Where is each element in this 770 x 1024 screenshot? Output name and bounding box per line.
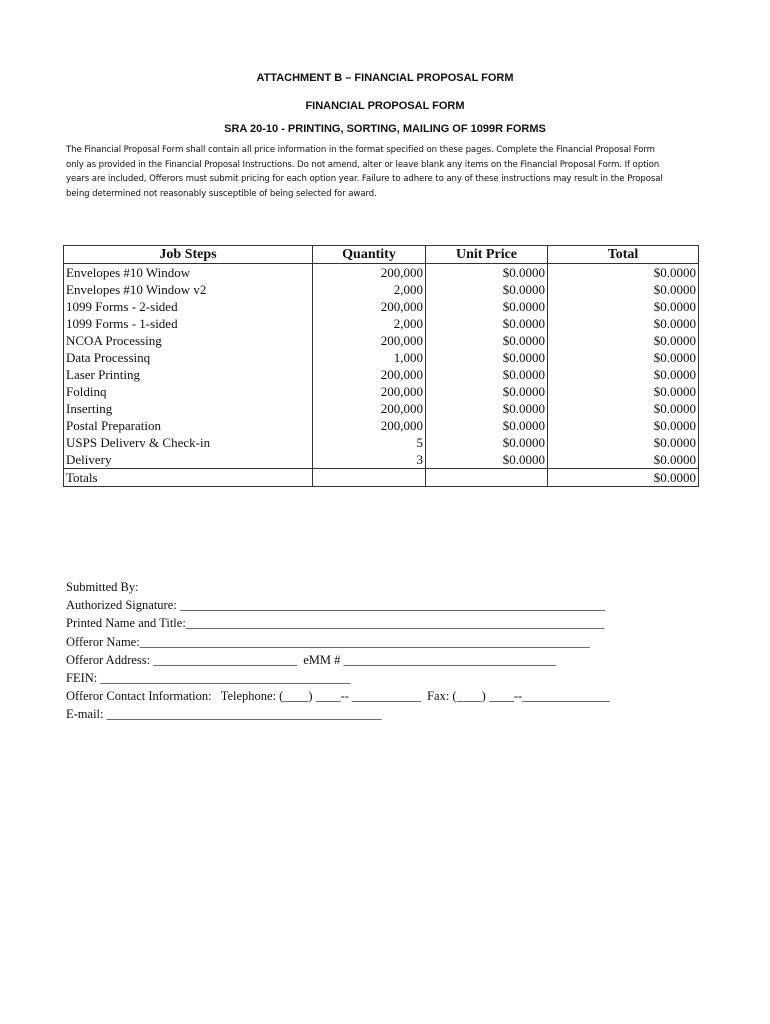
unit-price-cell[interactable]: $0.0000 xyxy=(426,383,548,400)
job-step-cell: Inserting xyxy=(64,400,313,417)
fein-field[interactable]: FEIN: ________________________________________ xyxy=(66,671,351,686)
total-cell[interactable]: $0.0000 xyxy=(548,315,699,332)
total-cell[interactable]: $0.0000 xyxy=(548,332,699,349)
unit-price-cell[interactable]: $0.0000 xyxy=(426,434,548,451)
quantity-cell[interactable]: 5 xyxy=(313,434,426,451)
job-step-cell: Foldinq xyxy=(64,383,313,400)
quantity-cell[interactable]: 3 xyxy=(313,451,426,469)
table-body xyxy=(64,264,699,487)
unit-price-cell[interactable]: $0.0000 xyxy=(426,366,548,383)
attachment-title: ATTACHMENT B – FINANCIAL PROPOSAL FORM xyxy=(256,72,514,84)
printed-name-field[interactable]: Printed Name and Title:___________________________________________________________________ xyxy=(66,616,605,631)
table-row xyxy=(64,298,699,315)
job-step-cell: Envelopes #10 Window v2 xyxy=(64,281,313,298)
quantity-cell[interactable]: 1,000 xyxy=(313,349,426,366)
signature-block xyxy=(66,578,610,724)
contact-information-field[interactable]: Offeror Contact Information: Telephone: (____) ____-- ___________ Fax: (____) ____--______________ xyxy=(66,689,610,704)
table-row xyxy=(64,434,699,451)
instructions-line: years are included, Offerors must submit pricing for each option year. Failure to adhere to any of these instructions may result in the Proposal xyxy=(66,174,663,185)
quantity-cell[interactable]: 2,000 xyxy=(313,315,426,332)
column-header-unit-price: Unit Price xyxy=(426,246,548,264)
unit-price-cell[interactable]: $0.0000 xyxy=(426,417,548,434)
total-cell[interactable]: $0.0000 xyxy=(548,298,699,315)
quantity-cell[interactable]: 200,000 xyxy=(313,264,426,282)
authorized-signature-field[interactable]: Authorized Signature: ____________________________________________________________________ xyxy=(66,598,605,613)
job-step-cell: Envelopes #10 Window xyxy=(64,264,313,282)
column-header-total: Total xyxy=(548,246,699,264)
job-step-cell: Data Processinq xyxy=(64,349,313,366)
table-row xyxy=(64,281,699,298)
table-row xyxy=(64,417,699,434)
instructions-line: only as provided in the Financial Proposal Instructions. Do not amend, alter or leave blank any items on the Financial Proposal Form. If option xyxy=(66,159,660,170)
job-step-cell: Laser Printing xyxy=(64,366,313,383)
unit-price-cell[interactable]: $0.0000 xyxy=(426,451,548,469)
totals-label: Totals xyxy=(64,469,313,487)
quantity-cell[interactable]: 2,000 xyxy=(313,281,426,298)
instructions-line: The Financial Proposal Form shall contain all price information in the format specified on these pages. Complete the Financial Proposal Form xyxy=(66,145,655,155)
total-cell[interactable]: $0.0000 xyxy=(548,349,699,366)
table-row xyxy=(64,400,699,417)
total-cell[interactable]: $0.0000 xyxy=(548,366,699,383)
total-cell[interactable]: $0.0000 xyxy=(548,281,699,298)
job-step-cell: Delivery xyxy=(64,451,313,469)
financial-proposal-table xyxy=(63,245,699,487)
unit-price-cell[interactable]: $0.0000 xyxy=(426,400,548,417)
totals-row xyxy=(64,469,699,487)
totals-quantity-cell[interactable] xyxy=(313,469,426,487)
instructions-line: being determined not reasonably susceptible of being selected for award. xyxy=(66,188,377,199)
job-step-cell: NCOA Processing xyxy=(64,332,313,349)
submitted-by-label: Submitted By: xyxy=(66,580,139,594)
table-row xyxy=(64,349,699,366)
form-title: FINANCIAL PROPOSAL FORM xyxy=(305,100,465,112)
offeror-name-field[interactable]: Offeror Name:________________________________________________________________________ xyxy=(66,634,590,649)
table-row xyxy=(64,264,699,282)
table-row xyxy=(64,383,699,400)
email-field[interactable]: E-mail: ____________________________________________ xyxy=(66,707,382,722)
column-header-quantity: Quantity xyxy=(313,246,426,264)
quantity-cell[interactable]: 200,000 xyxy=(313,383,426,400)
job-step-cell: USPS Deliverv & Check-in xyxy=(64,434,313,451)
job-step-cell: 1099 Forms - 1-sided xyxy=(64,315,313,332)
column-header-job-steps: Job Steps xyxy=(64,246,313,264)
table-row xyxy=(64,366,699,383)
total-cell[interactable]: $0.0000 xyxy=(548,451,699,469)
unit-price-cell[interactable]: $0.0000 xyxy=(426,332,548,349)
job-step-cell: 1099 Forms - 2-sided xyxy=(64,298,313,315)
unit-price-cell[interactable]: $0.0000 xyxy=(426,264,548,282)
quantity-cell[interactable]: 200,000 xyxy=(313,332,426,349)
instructions-paragraph xyxy=(66,143,706,201)
quantity-cell[interactable]: 200,000 xyxy=(313,400,426,417)
unit-price-cell[interactable]: $0.0000 xyxy=(426,349,548,366)
quantity-cell[interactable]: 200,000 xyxy=(313,366,426,383)
table-row xyxy=(64,315,699,332)
total-cell[interactable]: $0.0000 xyxy=(548,434,699,451)
totals-value[interactable]: $0.0000 xyxy=(548,469,699,487)
total-cell[interactable]: $0.0000 xyxy=(548,264,699,282)
solicitation-title: SRA 20-10 - PRINTING, SORTING, MAILING OF 1099R FORMS xyxy=(224,123,546,135)
total-cell[interactable]: $0.0000 xyxy=(548,417,699,434)
table-row xyxy=(64,332,699,349)
unit-price-cell[interactable]: $0.0000 xyxy=(426,281,548,298)
quantity-cell[interactable]: 200,000 xyxy=(313,417,426,434)
offeror-address-field[interactable]: Offeror Address: _______________________ eMM # __________________________________ xyxy=(66,652,557,667)
unit-price-cell[interactable]: $0.0000 xyxy=(426,298,548,315)
unit-price-cell[interactable]: $0.0000 xyxy=(426,315,548,332)
table-row xyxy=(64,451,699,469)
job-step-cell: Postal Preparation xyxy=(64,417,313,434)
total-cell[interactable]: $0.0000 xyxy=(548,400,699,417)
totals-unit-price-cell[interactable] xyxy=(426,469,548,487)
table-header-row xyxy=(64,246,699,264)
total-cell[interactable]: $0.0000 xyxy=(548,383,699,400)
quantity-cell[interactable]: 200,000 xyxy=(313,298,426,315)
